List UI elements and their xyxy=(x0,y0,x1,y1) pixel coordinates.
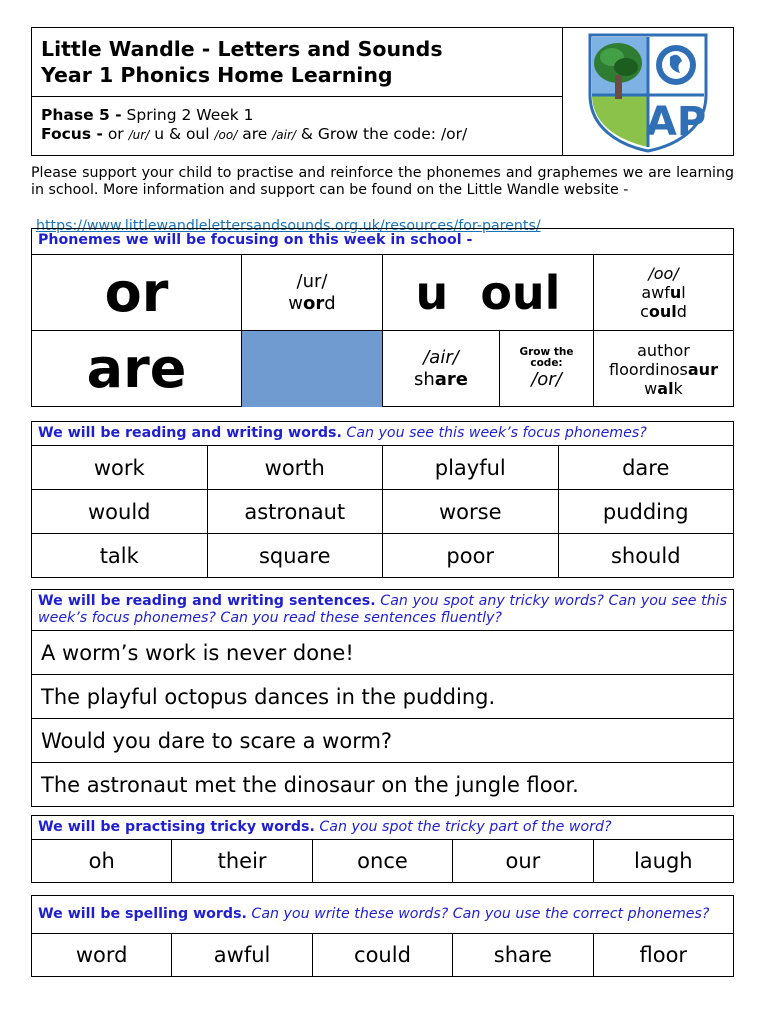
svg-text:AP: AP xyxy=(645,98,707,145)
spelling-word-cell: word xyxy=(32,934,172,977)
tricky-word-cell: our xyxy=(453,840,593,883)
sentence-cell: The astronaut met the dinosaur on the jungle floor. xyxy=(32,763,734,807)
school-crest-icon xyxy=(586,31,710,153)
tricky-word-cell: oh xyxy=(32,840,172,883)
reading-words-heading: We will be reading and writing words. Can you see this week’s focus phonemes? xyxy=(32,422,734,446)
phoneme-oo-word2: could xyxy=(640,302,687,321)
sentences-heading: We will be reading and writing sentences. Can you spot any tricky words? Can you see this week’s focus phonemes? Can you read these sentences fluently? xyxy=(32,590,734,631)
header-box xyxy=(31,27,734,156)
tricky-word-cell: their xyxy=(172,840,312,883)
tricky-words-heading: We will be practising tricky words. Can you spot the tricky part of the word? xyxy=(32,816,734,840)
phoneme-air-cell xyxy=(383,331,500,407)
sentence-cell: A worm’s work is never done! xyxy=(32,631,734,675)
reading-words-table xyxy=(31,421,734,578)
grow-code-cell xyxy=(500,331,594,407)
grow-code-label: Grow the code: xyxy=(519,346,574,369)
sentences-table xyxy=(31,589,734,807)
phoneme-air-label: /air/ xyxy=(423,347,459,368)
phase-value: Spring 2 Week 1 xyxy=(126,106,254,124)
tricky-word-cell: laugh xyxy=(593,840,733,883)
phoneme-u-oul-cell xyxy=(383,255,594,331)
word-cell: pudding xyxy=(558,490,734,534)
focus-u-oul: u & oul xyxy=(154,125,210,143)
table-row xyxy=(32,719,734,763)
page-title-line2: Year 1 Phonics Home Learning xyxy=(41,63,393,87)
focus-are: are xyxy=(242,125,268,143)
word-cell: would xyxy=(32,490,208,534)
word-cell: square xyxy=(207,534,383,578)
table-row xyxy=(32,934,734,977)
page-title-line1: Little Wandle - Letters and Sounds xyxy=(41,37,443,61)
phoneme-grid xyxy=(31,228,734,407)
table-row xyxy=(32,446,734,490)
table-row xyxy=(32,763,734,807)
sentence-cell: Would you dare to scare a worm? xyxy=(32,719,734,763)
phoneme-heading: Phonemes we will be focusing on this week in school - xyxy=(32,229,733,255)
phoneme-oo-cell xyxy=(594,255,733,331)
or-words-cell xyxy=(594,331,733,407)
or-word-author: author xyxy=(637,340,690,360)
word-cell: should xyxy=(558,534,734,578)
phase-label: Phase 5 - xyxy=(41,106,122,124)
word-cell: playful xyxy=(383,446,559,490)
spelling-heading: We will be spelling words. Can you write these words? Can you use the correct phonemes? xyxy=(32,896,734,934)
word-cell: dare xyxy=(558,446,734,490)
focus-oo: /oo/ xyxy=(214,128,238,142)
focus-line xyxy=(41,125,562,145)
tricky-words-table xyxy=(31,815,734,883)
highlight-cell xyxy=(242,331,383,407)
phoneme-or-cell xyxy=(32,255,242,331)
phase-box xyxy=(32,97,563,155)
tricky-word-cell: once xyxy=(312,840,452,883)
focus-or: or xyxy=(107,125,124,143)
phoneme-are: are xyxy=(86,337,187,400)
phoneme-ur-cell xyxy=(242,255,383,331)
school-logo xyxy=(563,28,733,155)
phoneme-oo-label: /oo/ xyxy=(648,264,679,283)
word-cell: poor xyxy=(383,534,559,578)
phoneme-oo-word1: awful xyxy=(641,283,686,302)
spelling-word-cell: awful xyxy=(172,934,312,977)
intro-text xyxy=(31,165,734,199)
phoneme-u-oul: u oul xyxy=(415,265,561,320)
word-cell: astronaut xyxy=(207,490,383,534)
focus-air: /air/ xyxy=(272,128,296,142)
word-cell: talk xyxy=(32,534,208,578)
phoneme-ur-word: word xyxy=(288,292,336,314)
phoneme-ur-label: /ur/ xyxy=(296,270,328,292)
word-cell: worse xyxy=(383,490,559,534)
spelling-word-cell: could xyxy=(312,934,452,977)
word-cell: worth xyxy=(207,446,383,490)
table-row xyxy=(32,490,734,534)
phoneme-or: or xyxy=(104,260,169,324)
title-box xyxy=(32,28,563,97)
word-cell: work xyxy=(32,446,208,490)
or-word-walk: walk xyxy=(644,378,683,398)
spelling-word-cell: share xyxy=(453,934,593,977)
grow-code-value: /or/ xyxy=(531,369,562,390)
table-row xyxy=(32,675,734,719)
or-word-floordinosaur: floordinosaur xyxy=(609,359,718,379)
focus-grow: & Grow the code: /or/ xyxy=(300,125,468,143)
focus-ur: /ur/ xyxy=(128,128,150,142)
resource-link[interactable]: https://www.littlewandlelettersandsounds.org.uk/resources/for-parents/ xyxy=(36,218,541,234)
table-row xyxy=(32,631,734,675)
phoneme-are-cell xyxy=(32,331,242,407)
intro-paragraph: Please support your child to practise and reinforce the phonemes and graphemes we are learning in school. More information and support can be found on the Little Wandle website - xyxy=(31,165,734,198)
table-row xyxy=(32,840,734,883)
spelling-word-cell: floor xyxy=(593,934,733,977)
table-row xyxy=(32,534,734,578)
phoneme-air-word: share xyxy=(413,369,469,390)
sentence-cell: The playful octopus dances in the pudding. xyxy=(32,675,734,719)
phase-line xyxy=(41,106,562,125)
focus-label: Focus - xyxy=(41,125,103,143)
spelling-table xyxy=(31,895,734,977)
